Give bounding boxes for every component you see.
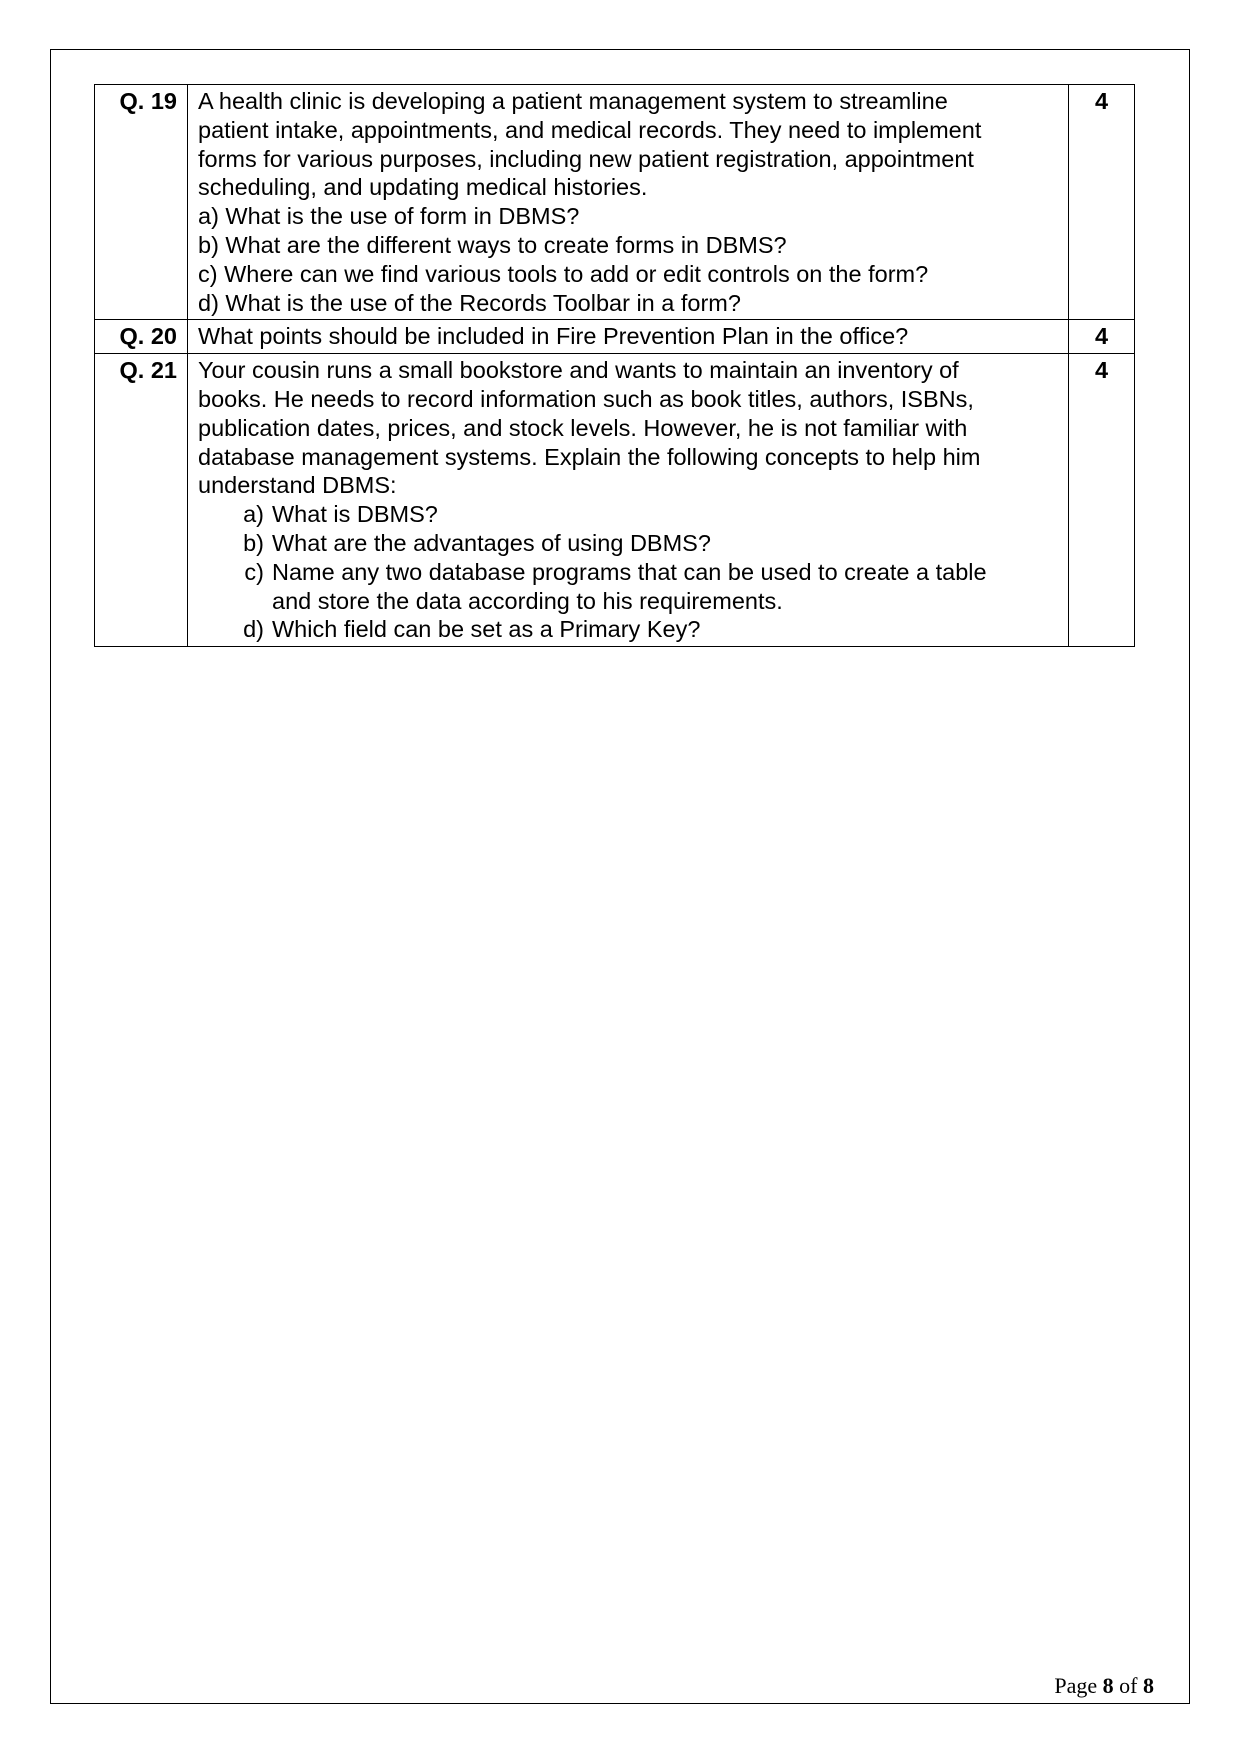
question-text [188,354,1069,647]
sub-question-text [272,500,1058,529]
of-word: of [1119,1673,1138,1698]
sub-question-list [198,500,1058,644]
question-line: Your cousin runs a small bookstore and wants to maintain an inventory of [198,357,959,384]
question-row-20 [95,320,1135,354]
page-total: 8 [1143,1673,1154,1698]
question-row-21 [95,354,1135,647]
question-line: database management systems. Explain the following concepts to help him [198,443,981,470]
question-text [188,85,1069,320]
question-line: forms for various purposes, including new patient registration, appointment [198,145,974,172]
question-line: publication dates, prices, and stock levels. However, he is not familiar with [198,414,968,441]
question-line: d) What is the use of the Records Toolbar in a form? [198,289,741,316]
sub-question-text [272,529,1058,558]
question-line: c) Where can we find various tools to add or edit controls on the form? [198,260,929,287]
sub-question-line: What are the advantages of using DBMS? [272,529,711,556]
question-line: books. He needs to record information such as book titles, authors, ISBNs, [198,385,974,412]
sub-question-item [198,615,1058,644]
sub-question-text [272,615,1058,644]
question-row-19 [95,85,1135,320]
sub-question-label: b) [243,529,264,556]
sub-question-label: a) [243,501,264,528]
sub-question-label: d) [243,616,264,643]
sub-question-text [272,558,1058,616]
page-number-footer [1054,1673,1154,1699]
question-number: Q. 20 [95,320,188,354]
question-marks: 4 [1069,354,1135,647]
questions-table [94,84,1135,647]
question-marks: 4 [1069,320,1135,354]
question-line: a) What is the use of form in DBMS? [198,203,580,230]
page-current: 8 [1102,1673,1114,1698]
sub-question-item [198,529,1058,558]
sub-question-line: Name any two database programs that can be used to create a table [272,558,987,585]
question-marks: 4 [1069,85,1135,320]
question-line: b) What are the different ways to create forms in DBMS? [198,231,787,258]
question-number: Q. 21 [95,354,188,647]
question-line: understand DBMS: [198,472,397,499]
question-line: scheduling, and updating medical histories. [198,174,648,201]
question-line: What points should be included in Fire Prevention Plan in the office? [198,323,909,350]
question-text [188,320,1069,354]
sub-question-item [198,500,1058,529]
sub-question-line: and store the data according to his requirements. [272,587,783,614]
sub-question-label: c) [244,558,264,585]
question-line: A health clinic is developing a patient management system to streamline [198,88,948,114]
question-line: patient intake, appointments, and medical records. They need to implement [198,116,982,143]
page-word: Page [1054,1673,1098,1698]
question-number: Q. 19 [95,85,188,320]
sub-question-item [198,558,1058,616]
sub-question-line: What is DBMS? [272,501,438,528]
sub-question-line: Which field can be set as a Primary Key? [272,616,701,643]
